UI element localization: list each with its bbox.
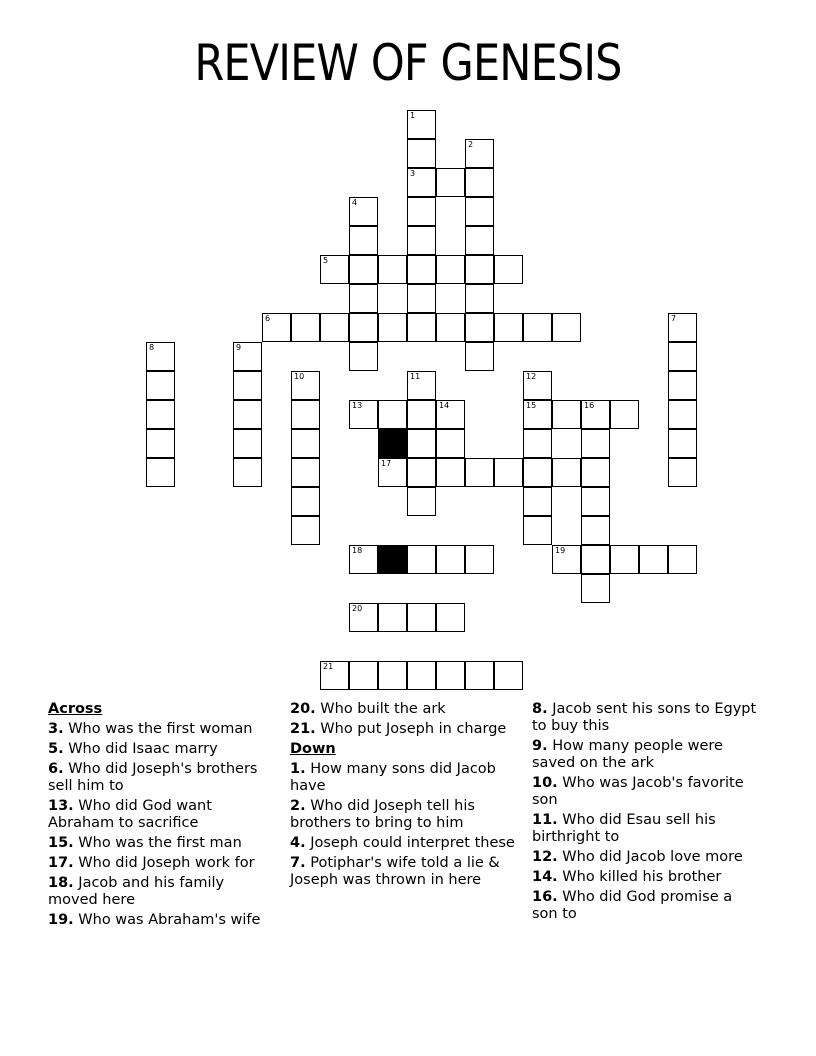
clue-across-17: 17. Who did Joseph work for: [48, 855, 255, 871]
crossword-cell[interactable]: [291, 429, 320, 458]
crossword-cell[interactable]: [436, 603, 465, 632]
crossword-cell[interactable]: [552, 400, 581, 429]
crossword-cell[interactable]: [436, 661, 465, 690]
crossword-cell[interactable]: [349, 342, 378, 371]
clue-number: 10: [294, 372, 305, 381]
black-square: [378, 545, 407, 574]
crossword-cell[interactable]: [610, 545, 639, 574]
crossword-cell[interactable]: [291, 487, 320, 516]
clue-number: 19: [555, 546, 566, 555]
crossword-cell[interactable]: [378, 603, 407, 632]
crossword-cell[interactable]: [349, 661, 378, 690]
crossword-cell[interactable]: [581, 574, 610, 603]
crossword-cell[interactable]: [233, 371, 262, 400]
page-title: REVIEW OF GENESIS: [194, 34, 622, 92]
crossword-cell[interactable]: [378, 661, 407, 690]
crossword-cell[interactable]: [581, 429, 610, 458]
clue-down-8: 8. Jacob sent his sons to Egypt to buy this: [532, 701, 757, 734]
crossword-cell[interactable]: [378, 400, 407, 429]
crossword-cell[interactable]: [146, 458, 175, 487]
crossword-cell[interactable]: [407, 545, 436, 574]
black-square: [378, 429, 407, 458]
crossword-cell[interactable]: [523, 313, 552, 342]
crossword-cell[interactable]: [465, 342, 494, 371]
crossword-cell[interactable]: [465, 313, 494, 342]
crossword-cell[interactable]: [407, 458, 436, 487]
clue-number: 12: [526, 372, 537, 381]
clues-column-1: [48, 701, 278, 932]
crossword-cell[interactable]: [523, 400, 552, 429]
clue-down-4: 4. Joseph could interpret these: [290, 835, 515, 851]
crossword-cell[interactable]: [465, 168, 494, 197]
crossword-cell[interactable]: [436, 545, 465, 574]
crossword-cell[interactable]: [552, 313, 581, 342]
crossword-cell[interactable]: [291, 458, 320, 487]
crossword-cell[interactable]: [494, 313, 523, 342]
crossword-cell[interactable]: [523, 371, 552, 400]
crossword-cell[interactable]: [465, 197, 494, 226]
crossword-cell[interactable]: [349, 603, 378, 632]
clue-down-11: 11. Who did Esau sell his birthright to: [532, 812, 716, 845]
crossword-cell[interactable]: [436, 458, 465, 487]
clue-number: 2: [468, 140, 474, 149]
crossword-cell[interactable]: [523, 516, 552, 545]
crossword-cell[interactable]: [465, 226, 494, 255]
crossword-cell[interactable]: [668, 313, 697, 342]
crossword-cell[interactable]: [349, 255, 378, 284]
clue-down-1: 1. How many sons did Jacob have: [290, 761, 496, 794]
clue-across-6: 6. Who did Joseph's brothers sell him to: [48, 761, 258, 794]
crossword-cell[interactable]: [610, 400, 639, 429]
clue-down-9: 9. How many people were saved on the ark: [532, 738, 723, 771]
clue-number: 18: [352, 546, 363, 555]
clue-down-2: 2. Who did Joseph tell his brothers to bring to him: [290, 798, 475, 831]
clue-across-5: 5. Who did Isaac marry: [48, 741, 218, 757]
crossword-cell[interactable]: [291, 516, 320, 545]
crossword-cell[interactable]: [407, 284, 436, 313]
crossword-cell[interactable]: [668, 371, 697, 400]
crossword-cell[interactable]: [349, 226, 378, 255]
crossword-cell[interactable]: [494, 255, 523, 284]
clue-down-16: 16. Who did God promise a son to: [532, 889, 733, 922]
crossword-cell[interactable]: [146, 342, 175, 371]
crossword-cell[interactable]: [407, 400, 436, 429]
crossword-cell[interactable]: [523, 487, 552, 516]
crossword-cell[interactable]: [436, 313, 465, 342]
crossword-cell[interactable]: [581, 458, 610, 487]
clue-number: 3: [410, 169, 416, 178]
crossword-cell[interactable]: [233, 429, 262, 458]
crossword-cell[interactable]: [407, 197, 436, 226]
crossword-cell[interactable]: [668, 458, 697, 487]
crossword-cell[interactable]: [436, 400, 465, 429]
crossword-cell[interactable]: [378, 313, 407, 342]
crossword-cell[interactable]: [494, 458, 523, 487]
clue-across-18: 18. Jacob and his family moved here: [48, 875, 225, 908]
crossword-cell[interactable]: [320, 313, 349, 342]
crossword-cell[interactable]: [378, 458, 407, 487]
clue-number: 9: [236, 343, 242, 352]
crossword-cell[interactable]: [465, 661, 494, 690]
crossword-cell[interactable]: [465, 458, 494, 487]
down-header: Down: [290, 741, 336, 757]
crossword-cell[interactable]: [436, 255, 465, 284]
crossword-cell[interactable]: [349, 400, 378, 429]
clue-number: 17: [381, 459, 392, 468]
clue-across-13: 13. Who did God want Abraham to sacrifice: [48, 798, 212, 831]
clue-down-10: 10. Who was Jacob's favorite son: [532, 775, 744, 808]
clues-column-3: [532, 701, 762, 926]
crossword-cell[interactable]: [320, 661, 349, 690]
crossword-cell[interactable]: [407, 226, 436, 255]
crossword-cell[interactable]: [668, 545, 697, 574]
crossword-cell[interactable]: [523, 429, 552, 458]
clue-number: 11: [410, 372, 421, 381]
crossword-cell[interactable]: [291, 371, 320, 400]
clue-down-7: 7. Potiphar's wife told a lie & Joseph was thrown in here: [290, 855, 500, 888]
crossword-cell[interactable]: [407, 255, 436, 284]
crossword-cell[interactable]: [349, 197, 378, 226]
crossword-cell[interactable]: [233, 400, 262, 429]
clue-number: 7: [671, 314, 677, 323]
clue-number: 21: [323, 662, 334, 671]
clue-number: 13: [352, 401, 363, 410]
crossword-cell[interactable]: [639, 545, 668, 574]
crossword-cell[interactable]: [146, 400, 175, 429]
clue-number: 4: [352, 198, 358, 207]
clues-column-2: [290, 701, 522, 892]
clue-down-14: 14. Who killed his brother: [532, 869, 722, 885]
clue-number: 16: [584, 401, 595, 410]
crossword-cell[interactable]: [407, 139, 436, 168]
crossword-cell[interactable]: [436, 429, 465, 458]
crossword-cell[interactable]: [146, 371, 175, 400]
clue-number: 6: [265, 314, 271, 323]
crossword-cell[interactable]: [262, 313, 291, 342]
clue-number: 15: [526, 401, 537, 410]
crossword-cell[interactable]: [552, 458, 581, 487]
crossword-cell[interactable]: [291, 313, 320, 342]
crossword-cell[interactable]: [581, 487, 610, 516]
clue-number: 5: [323, 256, 329, 265]
clue-across-19: 19. Who was Abraham's wife: [48, 912, 261, 928]
crossword-cell[interactable]: [233, 458, 262, 487]
crossword-cell[interactable]: [465, 255, 494, 284]
crossword-cell[interactable]: [523, 458, 552, 487]
crossword-cell[interactable]: [581, 516, 610, 545]
crossword-cell[interactable]: [378, 255, 407, 284]
crossword-cell[interactable]: [233, 342, 262, 371]
crossword-cell[interactable]: [552, 545, 581, 574]
crossword-cell[interactable]: [668, 400, 697, 429]
clue-number: 20: [352, 604, 363, 613]
clue-across-20: 20. Who built the ark: [290, 701, 446, 717]
clue-number: 8: [149, 343, 155, 352]
crossword-cell[interactable]: [349, 284, 378, 313]
crossword-cell[interactable]: [407, 168, 436, 197]
clue-across-3: 3. Who was the first woman: [48, 721, 253, 737]
crossword-cell[interactable]: [465, 545, 494, 574]
crossword-cell[interactable]: [407, 661, 436, 690]
crossword-cell[interactable]: [320, 255, 349, 284]
crossword-cell[interactable]: [407, 313, 436, 342]
crossword-cell[interactable]: [494, 661, 523, 690]
across-header: Across: [48, 701, 103, 717]
crossword-cell[interactable]: [291, 400, 320, 429]
crossword-cell[interactable]: [581, 545, 610, 574]
clue-across-15: 15. Who was the first man: [48, 835, 242, 851]
crossword-cell[interactable]: [581, 400, 610, 429]
clue-across-21: 21. Who put Joseph in charge: [290, 721, 507, 737]
crossword-cell[interactable]: [407, 371, 436, 400]
crossword-cell[interactable]: [407, 487, 436, 516]
crossword-cell[interactable]: [436, 168, 465, 197]
crossword-cell[interactable]: [349, 313, 378, 342]
crossword-cell[interactable]: [349, 545, 378, 574]
crossword-cell[interactable]: [407, 429, 436, 458]
crossword-cell[interactable]: [465, 139, 494, 168]
crossword-cell[interactable]: [407, 603, 436, 632]
clue-down-12: 12. Who did Jacob love more: [532, 849, 743, 865]
clue-number: 1: [410, 111, 416, 120]
crossword-cell[interactable]: [146, 429, 175, 458]
crossword-cell[interactable]: [465, 284, 494, 313]
crossword-cell[interactable]: [668, 342, 697, 371]
crossword-cell[interactable]: [668, 429, 697, 458]
clue-number: 14: [439, 401, 450, 410]
crossword-cell[interactable]: [407, 110, 436, 139]
